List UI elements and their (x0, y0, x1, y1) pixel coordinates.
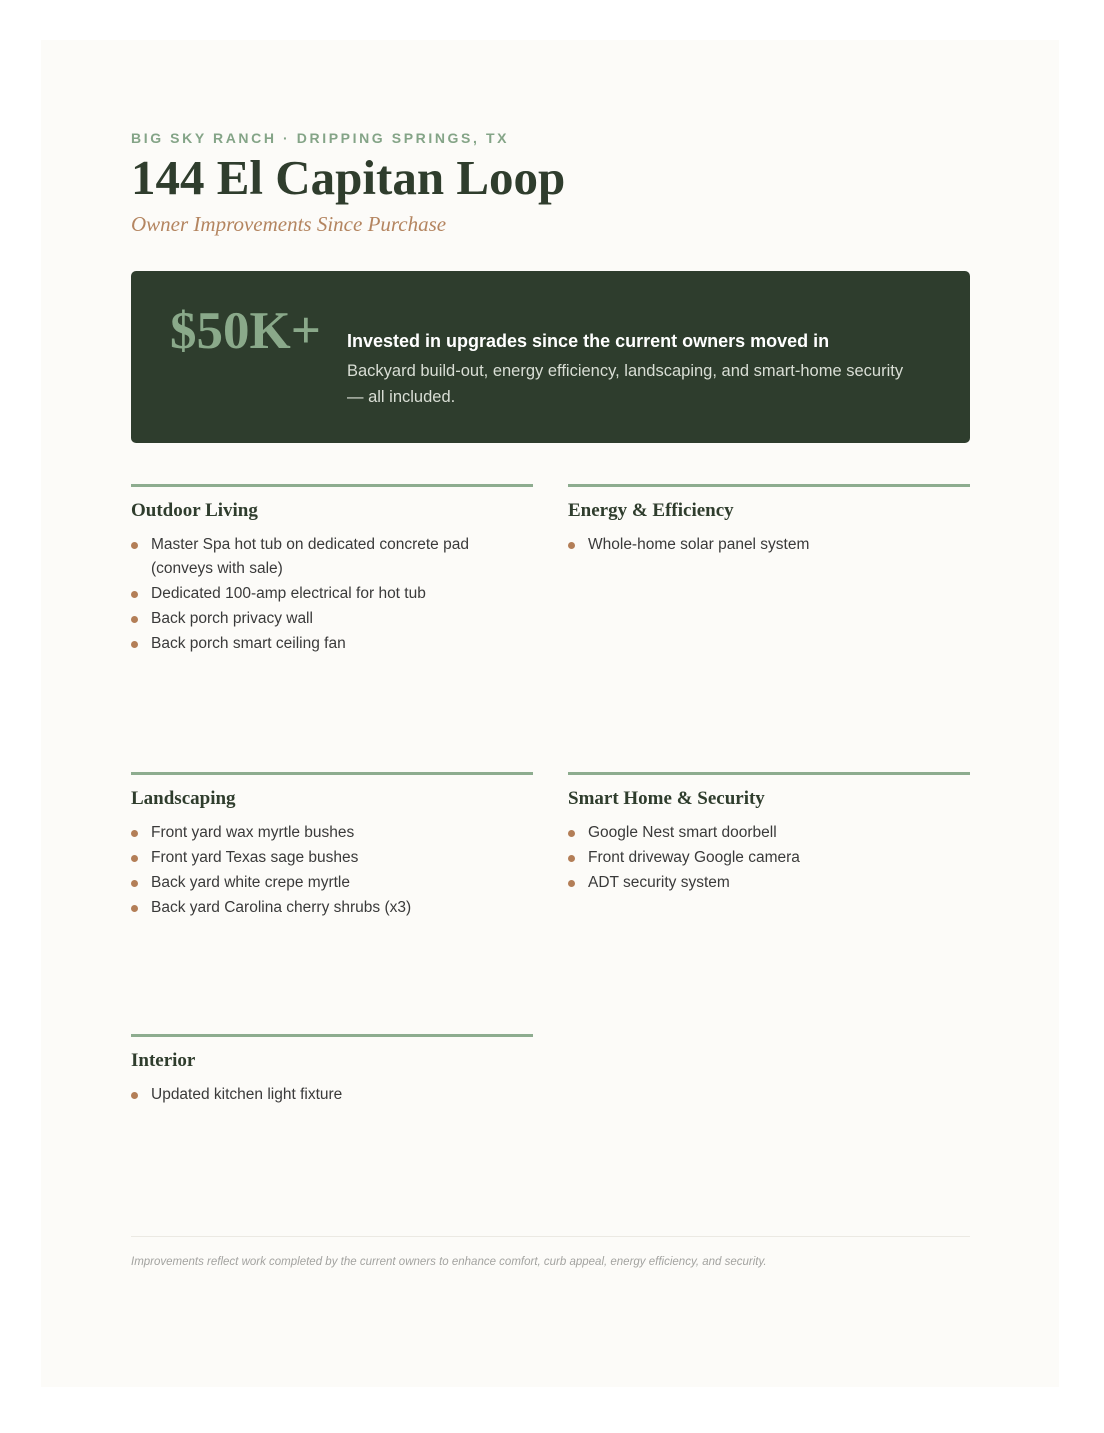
list-item (568, 846, 970, 870)
bullet-dot-icon (131, 616, 138, 623)
list-item (568, 533, 970, 557)
footer-note: Improvements reflect work completed by the current owners to enhance comfort, curb appeal, energy efficiency, and security. (131, 1256, 767, 1268)
improvement-list (568, 821, 970, 895)
bullet-dot-icon (131, 905, 138, 912)
list-item-text: Front yard wax myrtle bushes (151, 824, 355, 841)
section-title: Smart Home & Security (568, 788, 765, 809)
list-item-text: Front yard Texas sage bushes (151, 849, 359, 866)
bullet-dot-icon (131, 641, 138, 648)
bullet-dot-icon (568, 880, 575, 887)
section-interior (131, 1034, 533, 1108)
improvement-list (131, 821, 533, 920)
property-title: 144 El Capitan Loop (131, 150, 566, 205)
list-item-text: Back porch smart ceiling fan (151, 635, 346, 652)
bullet-dot-icon (568, 855, 575, 862)
list-item-text: Master Spa hot tub on dedicated concrete pad (conveys with sale) (151, 536, 469, 577)
list-item-text: Front driveway Google camera (588, 849, 800, 866)
list-item (131, 821, 533, 845)
list-item-text: Updated kitchen light fixture (151, 1086, 343, 1103)
bullet-dot-icon (131, 1092, 138, 1099)
list-item (131, 896, 533, 920)
improvement-list (568, 533, 970, 557)
list-item (131, 632, 533, 656)
bullet-dot-icon (131, 830, 138, 837)
bullet-dot-icon (131, 591, 138, 598)
section-title: Outdoor Living (131, 500, 258, 521)
list-item-text: Back porch privacy wall (151, 610, 313, 627)
list-item-text: Back yard white crepe myrtle (151, 874, 350, 891)
location-eyebrow: BIG SKY RANCH · DRIPPING SPRINGS, TX (131, 130, 510, 146)
section-title: Landscaping (131, 788, 236, 809)
list-item-text: Dedicated 100-amp electrical for hot tub (151, 585, 426, 602)
investment-banner (131, 271, 970, 443)
bullet-dot-icon (131, 542, 138, 549)
list-item (131, 607, 533, 631)
list-item (131, 871, 533, 895)
document-page (41, 40, 1059, 1387)
list-item-text: Back yard Carolina cherry shrubs (x3) (151, 899, 412, 916)
section-title: Interior (131, 1050, 196, 1071)
list-item (131, 533, 533, 581)
improvement-list (131, 533, 533, 656)
list-item (568, 871, 970, 895)
investment-heading: Invested in upgrades since the current owners moved in (347, 331, 830, 351)
list-item-text: Google Nest smart doorbell (588, 824, 777, 841)
section-title: Energy & Efficiency (568, 500, 734, 521)
list-item-text: ADT security system (588, 874, 730, 891)
list-item (131, 582, 533, 606)
bullet-dot-icon (131, 855, 138, 862)
list-item-text: Whole-home solar panel system (588, 536, 810, 553)
bullet-dot-icon (568, 542, 575, 549)
footer-divider (131, 1236, 970, 1237)
investment-figure: $50K+ (170, 302, 321, 360)
investment-description (347, 329, 907, 410)
list-item (568, 821, 970, 845)
investment-body: Backyard build-out, energy efficiency, landscaping, and smart-home security — all included. (347, 362, 904, 406)
improvement-list (131, 1083, 533, 1107)
section-smart-home-security (568, 772, 970, 896)
list-item (131, 1083, 533, 1107)
bullet-dot-icon (131, 880, 138, 887)
property-subtitle: Owner Improvements Since Purchase (131, 212, 447, 236)
bullet-dot-icon (568, 830, 575, 837)
section-landscaping (131, 772, 533, 921)
list-item (131, 846, 533, 870)
section-energy-efficiency (568, 484, 970, 558)
section-outdoor-living (131, 484, 533, 657)
